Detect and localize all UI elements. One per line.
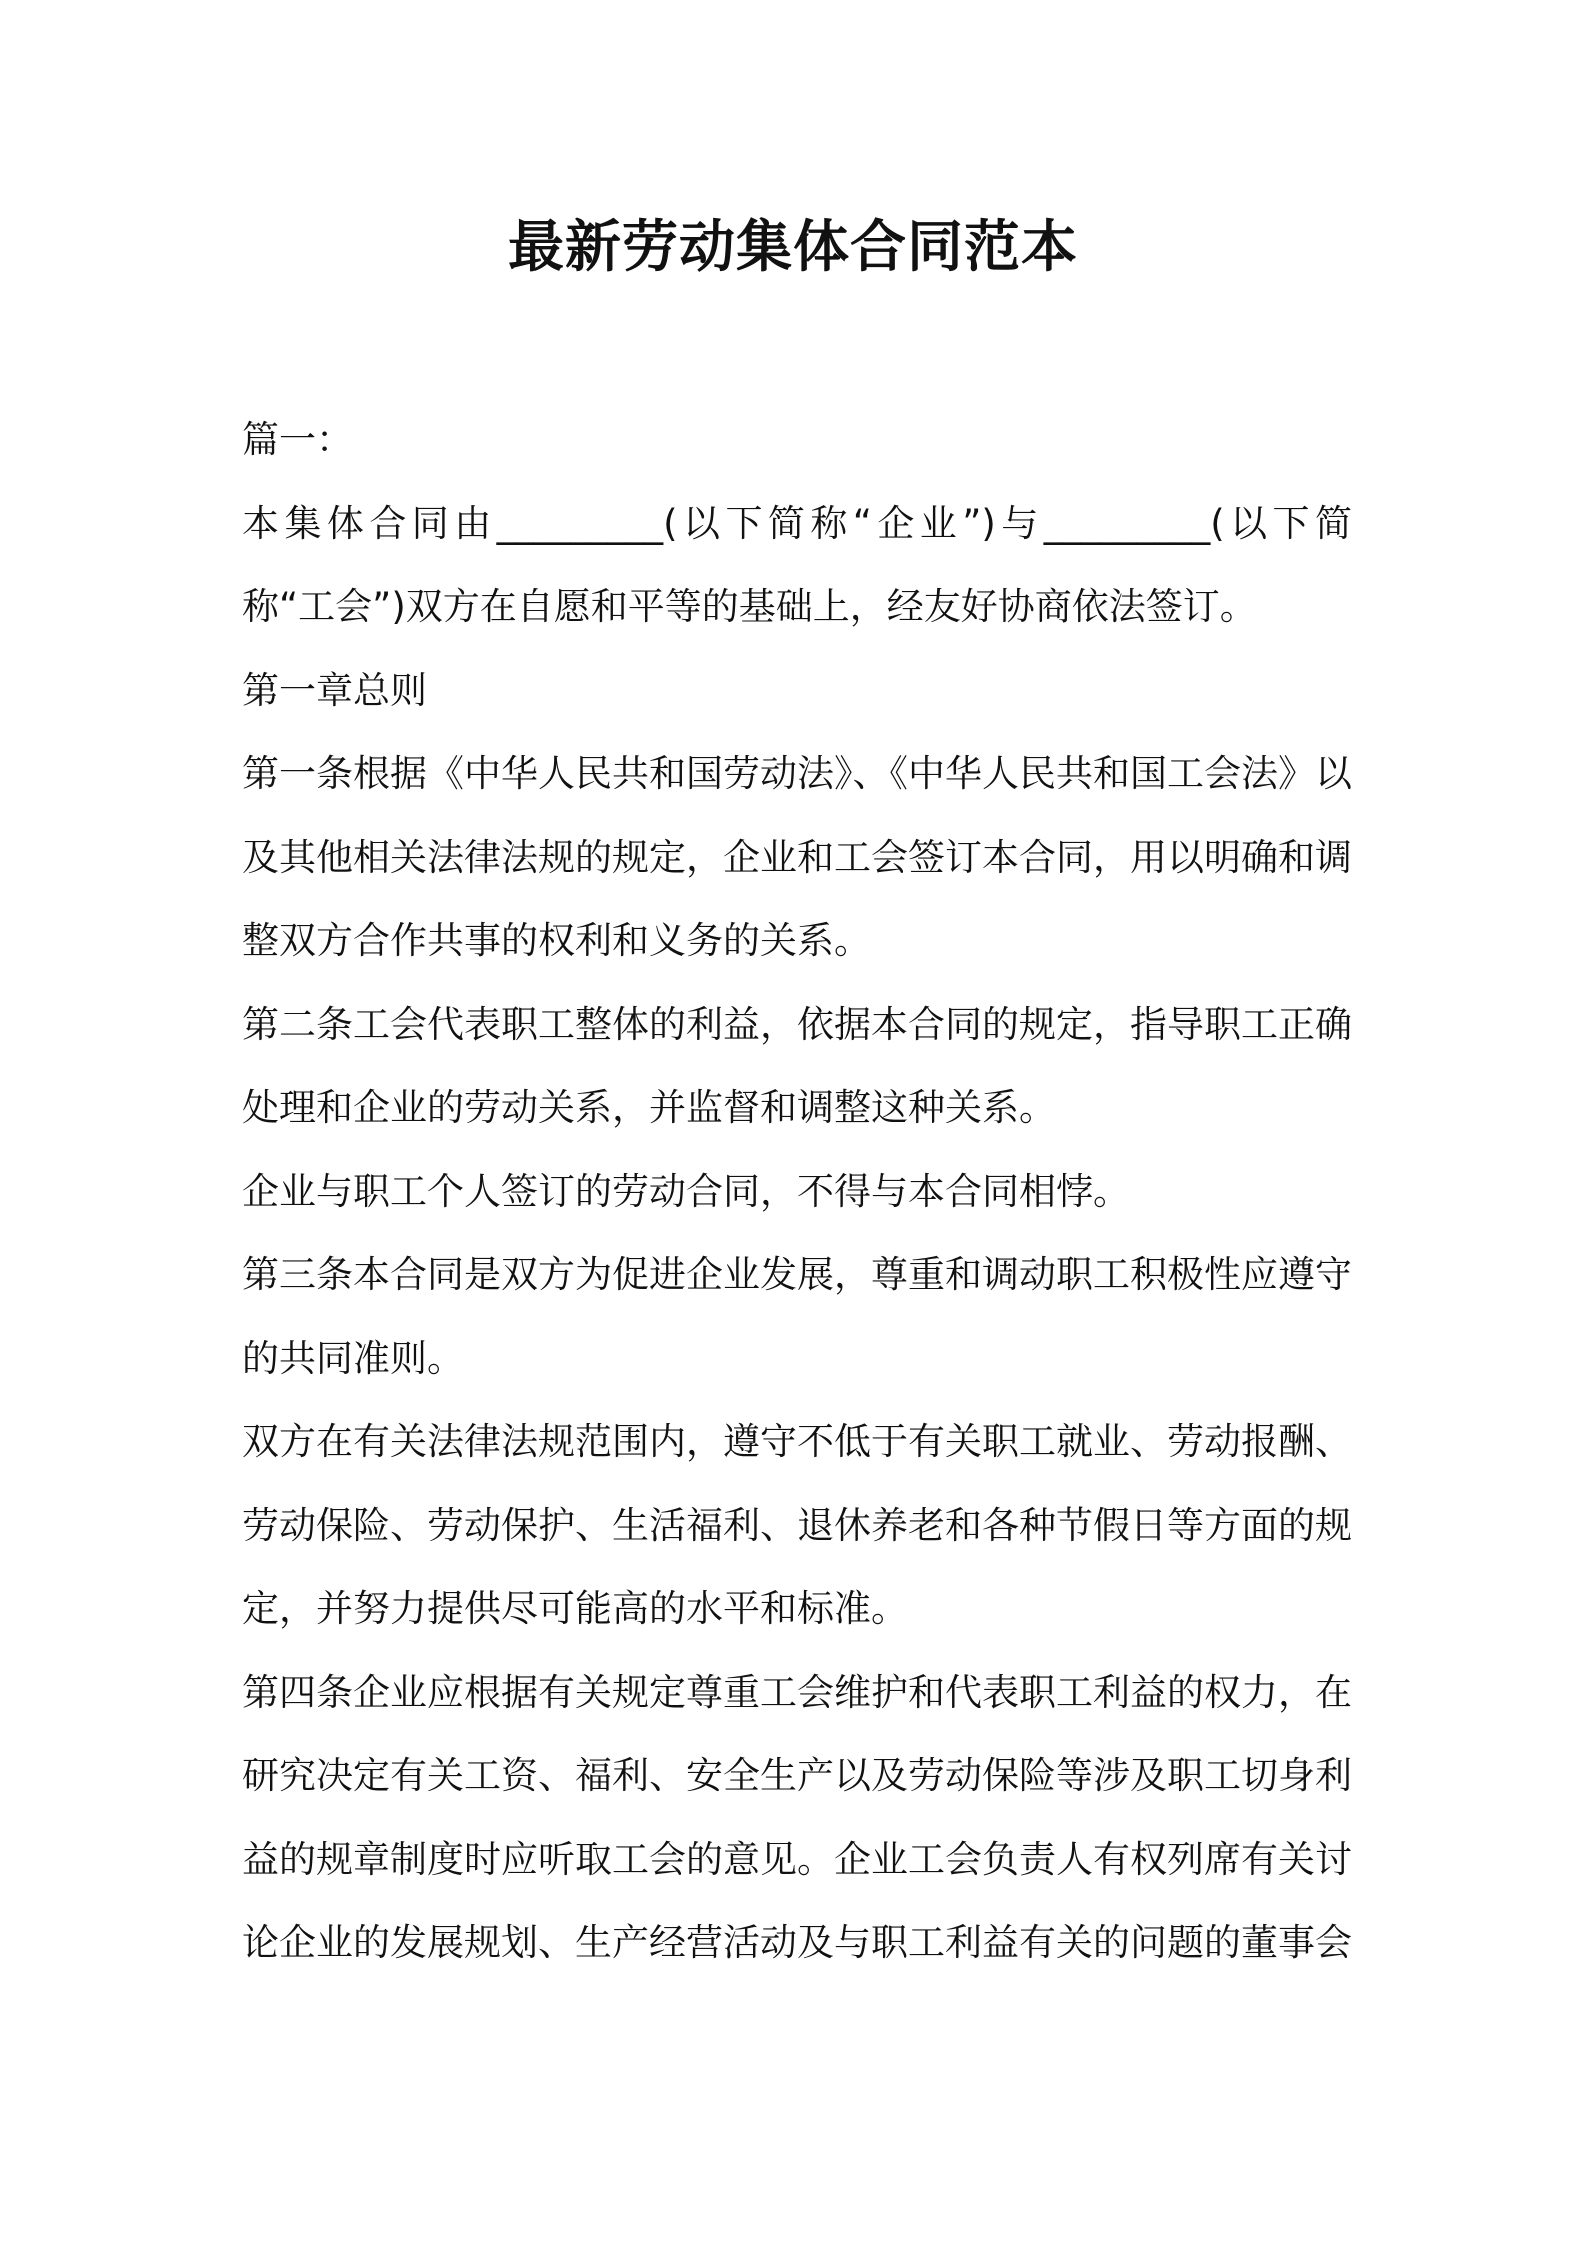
paragraph-line: 及其他相关法律法规的规定，企业和工会签订本合同，用以明确和调 — [242, 835, 1352, 879]
paragraph-line: 第二条工会代表职工整体的利益，依据本合同的规定，指导职工正确 — [242, 1002, 1352, 1046]
paragraph-line: 的共同准则。 — [242, 1336, 464, 1380]
paragraph-line: 整双方合作共事的权利和义务的关系。 — [242, 919, 871, 962]
paragraph-line: 本集体合同由_________(以下简称“企业”)与_________(以下简 — [242, 501, 1352, 545]
paragraph-line: 益的规章制度时应听取工会的意见。企业工会负责人有权列席有关讨 — [242, 1837, 1352, 1881]
paragraph-line: 定，并努力提供尽可能高的水平和标准。 — [242, 1587, 908, 1630]
paragraph-line: 称“工会”)双方在自愿和平等的基础上，经友好协商依法签订。 — [242, 585, 1257, 628]
paragraph-line: 双方在有关法律法规范围内，遵守不低于有关职工就业、劳动报酬、 — [242, 1420, 1352, 1463]
document-body — [242, 398, 1352, 1985]
section-heading: 篇一： — [242, 418, 353, 461]
paragraph-line: 论企业的发展规划、生产经营活动及与职工利益有关的问题的董事会 — [242, 1921, 1352, 1964]
paragraph-line: 处理和企业的劳动关系，并监督和调整这种关系。 — [242, 1086, 1056, 1129]
paragraph-line: 第三条本合同是双方为促进企业发展，尊重和调动职工积极性应遵守 — [242, 1253, 1352, 1296]
paragraph-line: 第四条企业应根据有关规定尊重工会维护和代表职工利益的权力，在 — [242, 1670, 1352, 1714]
paragraph-line: 企业与职工个人签订的劳动合同，不得与本合同相悖。 — [242, 1169, 1130, 1213]
chapter-heading: 第一章总则 — [242, 668, 427, 712]
document-title: 最新劳动集体合同范本 — [508, 215, 1078, 280]
paragraph-line: 研究决定有关工资、福利、安全生产以及劳动保险等涉及职工切身利 — [242, 1754, 1352, 1797]
paragraph-line: 劳动保险、劳动保护、生活福利、退休养老和各种节假日等方面的规 — [242, 1503, 1352, 1547]
paragraph-line: 第一条根据《中华人民共和国劳动法》、《中华人民共和国工会法》以 — [242, 752, 1352, 795]
